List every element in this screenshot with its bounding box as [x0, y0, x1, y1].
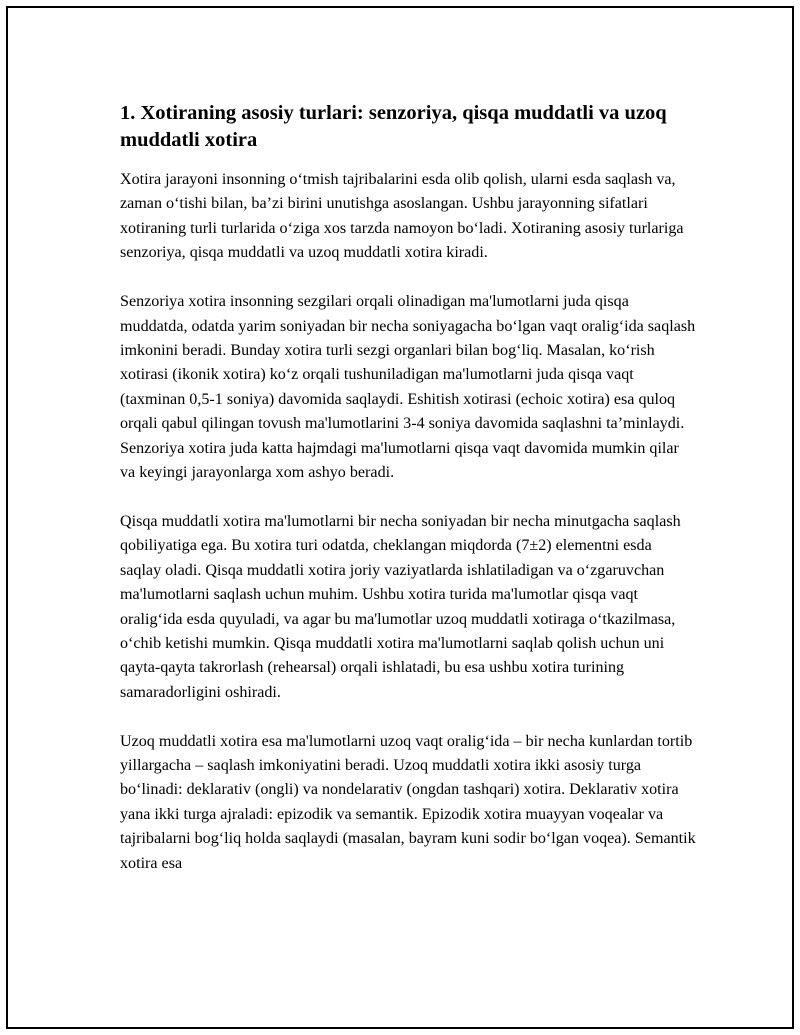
document-body: [120, 100, 696, 901]
document-page: [6, 6, 794, 1029]
paragraph-sensory-memory: Senzoriya xotira insonning sezgilari orqali olinadigan ma'lumotlarni juda qisqa muddatda, odatda yarim soniyadan bir necha soniyagacha bo‘lgan vaqt oralig‘ida saqlash imkonini beradi. Bunday xotira turli sezgi organlari bilan bog‘liq. Masalan, ko‘rish xotirasi (ikonik xotira) ko‘z orqali tushuniladigan ma'lumotlarni juda qisqa vaqt (taxminan 0,5-1 soniya) davomida saqlaydi. Eshitish xotirasi (echoic xotira) esa quloq orqali qabul qilingan tovush ma'lumotlarini 3-4 soniya davomida saqlashni ta’minlaydi. Senzoriya xotira juda katta hajmdagi ma'lumotlarni qisqa vaqt davomida mumkin qilar va keyingi jarayonlarga xom ashyo beradi.: [120, 293, 696, 481]
paragraph-long-term-memory: Uzoq muddatli xotira esa ma'lumotlarni uzoq vaqt oralig‘ida – bir necha kunlardan tortib yillargacha – saqlash imkoniyatini beradi. Uzoq muddatli xotira ikki asosiy turga bo‘linadi: deklarativ (ongli) va nondelarativ (ongdan tashqari) xotira. Deklarativ xotira yana ikki turga ajraladi: epizodik va semantik. Epizodik xotira muayyan voqealar va tajribalarni bog‘liq holda saqlaydi (masalan, bayram kuni sodir bo‘lgan voqea). Semantik xotira esa: [120, 732, 696, 872]
section-heading: 1. Xotiraning asosiy turlari: senzoriya, qisqa muddatli va uzoq muddatli xotira: [120, 102, 667, 151]
paragraph-short-term-memory: Qisqa muddatli xotira ma'lumotlarni bir necha soniyadan bir necha minutgacha saqlash qobiliyatiga ega. Bu xotira turi odatda, cheklangan miqdorda (7±2) elementni esda saqlay oladi. Qisqa muddatli xotira joriy vaziyatlarda ishlatiladigan va o‘zgaruvchan ma'lumotlarni saqlash uchun muhim. Ushbu xotira turida ma'lumotlar qisqa vaqt oralig‘ida esda quyuladi, va agar bu ma'lumotlar uzoq muddatli xotiraga o‘tkazilmasa, o‘chib ketishi mumkin. Qisqa muddatli xotira ma'lumotlarni saqlab qolish uchun uni qayta-qayta takrorlash (rehearsal) orqali ishlatadi, bu esa ushbu xotira turining samaradorligini oshiradi.: [120, 512, 681, 701]
paragraph-intro: Xotira jarayoni insonning o‘tmish tajribalarini esda olib qolish, ularni esda saqlash va, zaman o‘tishi bilan, ba’zi birini unutishga asoslangan. Ushbu jarayonning sifatlari xotiraning turli turlarida o‘ziga xos tarzda namoyon bo‘ladi. Xotiraning asosiy turlariga senzoriya, qisqa muddatli va uzoq muddatli xotira kiradi.: [120, 171, 684, 262]
